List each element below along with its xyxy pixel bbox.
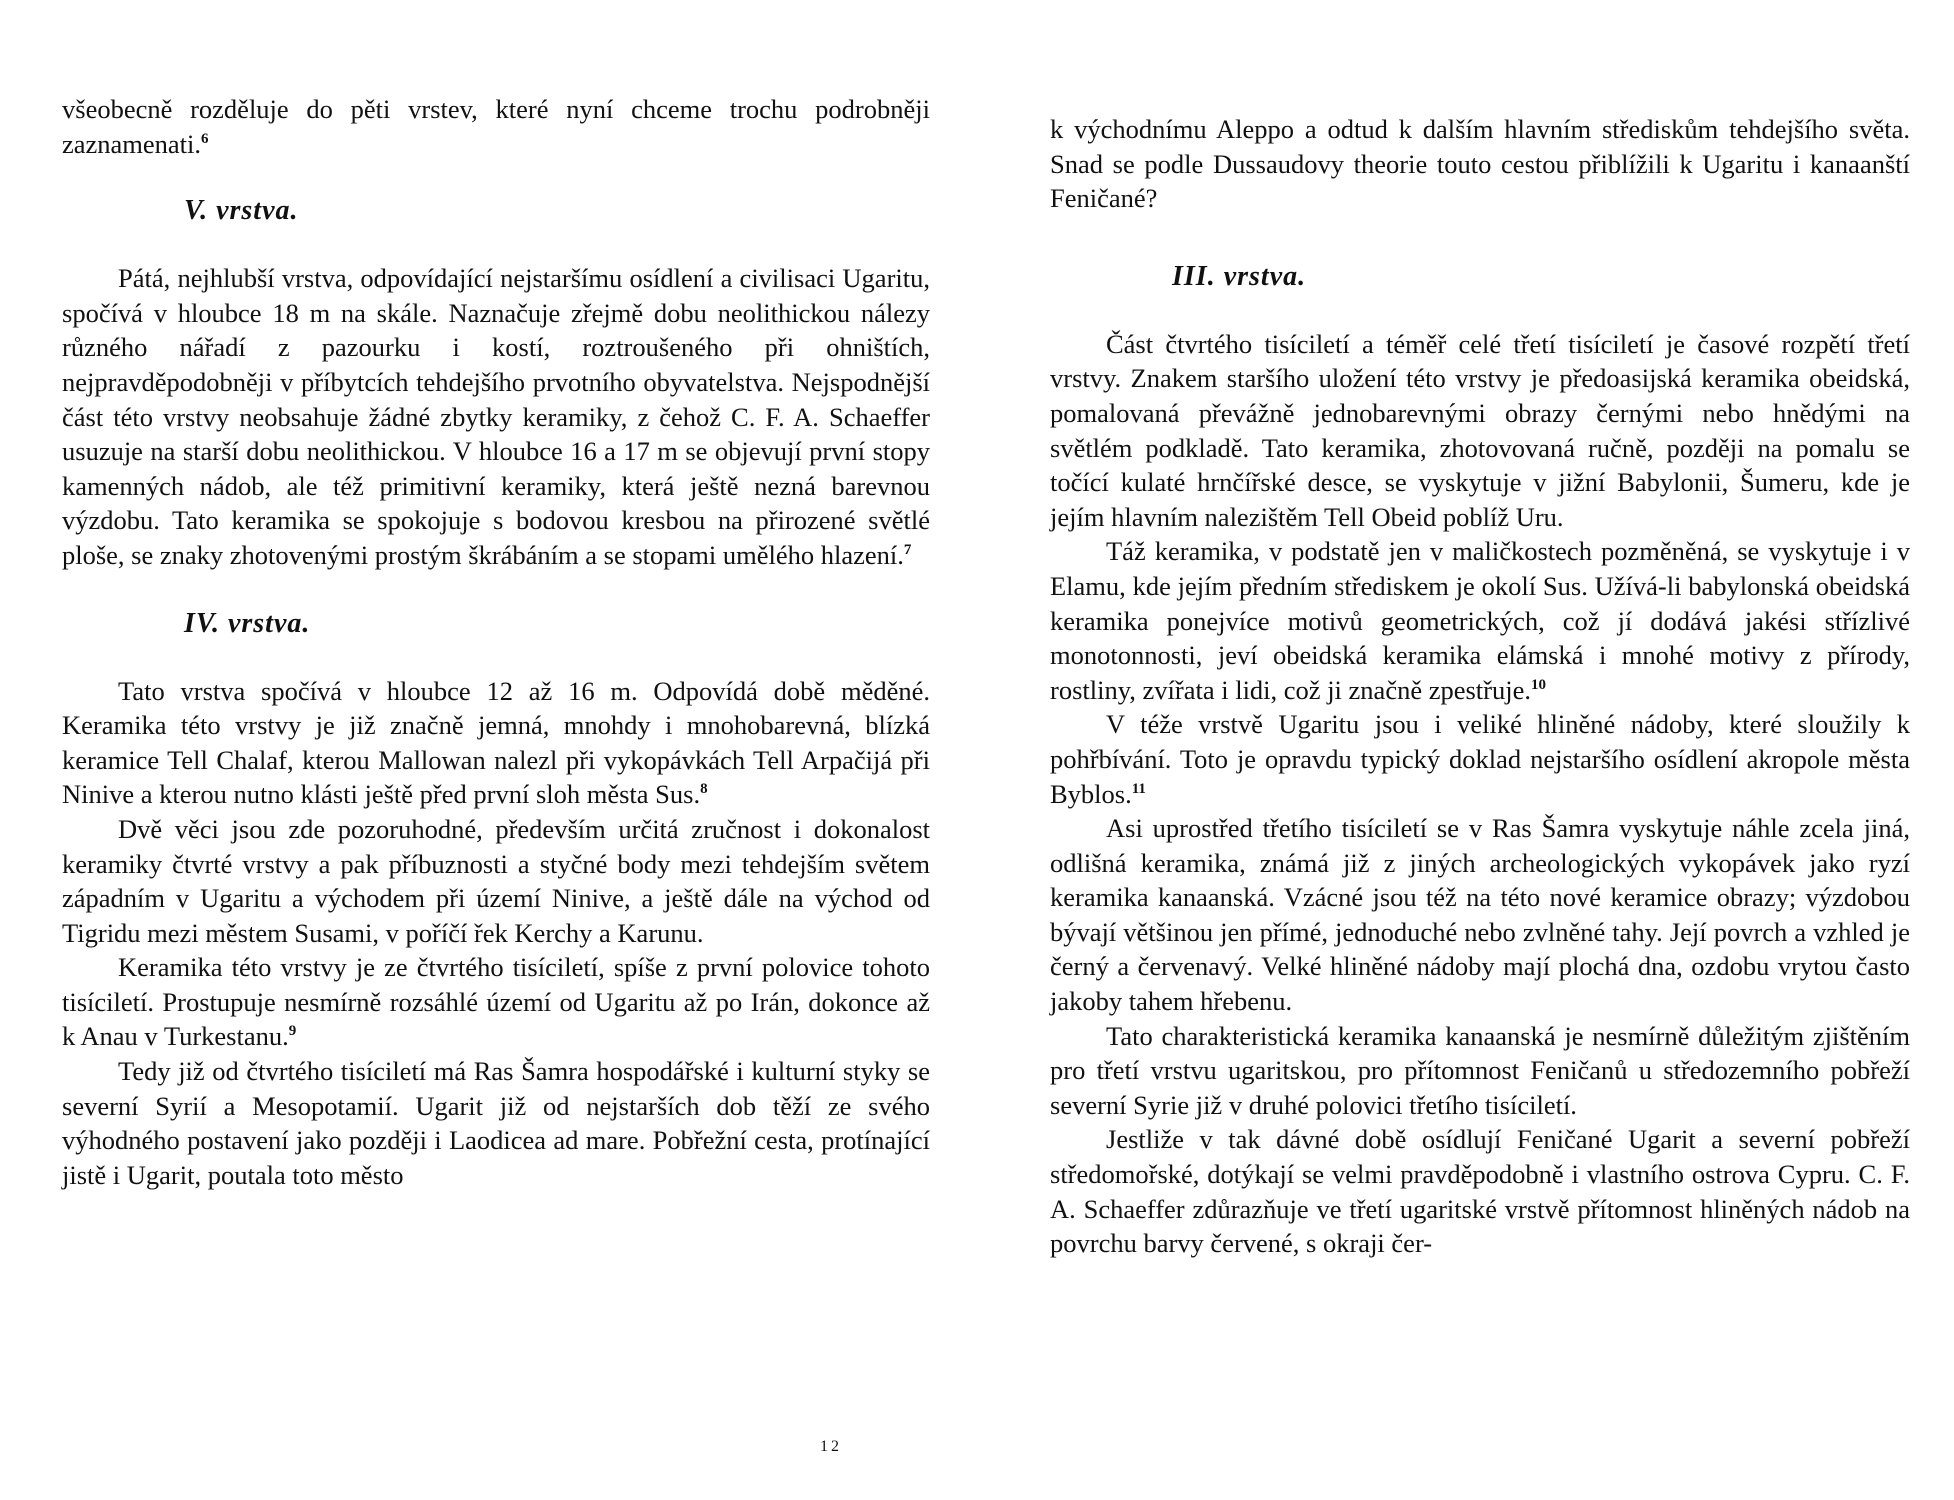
paragraph: Pátá, nejhlubší vrstva, odpovídající nejstaršímu osídlení a civilisaci Ugaritu, spočívá v hloubce 18 m na skále. Naznačuje zřejmě dobu neolithickou nálezy různého nářadí z pazourku i kostí, roztroušeného při ohništích, nejpravděpodobněji v příbytcích tehdejšího prvotního obyvatelstva. Nejspodnější část této vrstvy neobsahuje žádné zbytky keramiky, z čehož C. F. A. Schaeffer usuzuje na starší dobu neolithickou. V hloubce 16 a 17 m se objevují první stopy kamenných nádob, ale též primitivní keramiky, která ještě nezná barevnou výzdobu. Tato keramika se spokojuje s bodovou kresbou na přirozené světlé ploše, se znaky zhotovenými prostým škrábáním a se stopami umělého hlazení.$^7$ (62, 263, 930, 570)
paragraph: Tato vrstva spočívá v hloubce 12 až 16 m. Odpovídá době měděné. Keramika této vrstvy je již značně jemná, mnohdy i mnohobarevná, blízká keramice Tell Chalaf, kterou Mallowan nalezl při vykopávkách Tell Arpačijá při Ninive a kterou nutno klásti ještě před první sloh města Sus.$^8$ (62, 675, 930, 810)
footnote-ref: 8 (700, 781, 708, 798)
footnote-ref: 6 (201, 130, 209, 147)
paragraph: Tato charakteristická keramika kanaanská je nesmírně důležitým zjištěním pro třetí vrstvu ugaritskou, pro přítomnost Feničanů u středozemního pobřeží severní Syrie již v druhé polovici třetího tisíciletí. (1050, 1020, 1910, 1120)
paragraph: Jestliže v tak dávné době osídlují Feničané Ugarit a severní pobřeží středomořské, dotýkají se velmi pravděpodobně i vlastního ostrova Cypru. C. F. A. Schaeffer zdůrazňuje ve třetí ugaritské vrstvě přítomnost hliněných nádob na povrchu barvy červené, s okraji čer- (1050, 1124, 1910, 1259)
paragraph: Dvě věci jsou zde pozoruhodné, především určitá zručnost i dokonalost keramiky čtvrté vrstvy a pak příbuznosti a styčné body mezi tehdejším světem západním v Ugaritu a východem při území Ninive, a ještě dále na východ od Tigridu mezi městem Susami, v poříčí řek Kerchy a Karunu. (62, 813, 930, 948)
paragraph: Asi uprostřed třetího tisíciletí se v Ras Šamra vyskytuje náhle zcela jiná, odlišná keramika, známá již z jiných archeologických vykopávek jako ryzí keramika kanaanská. Vzácné jsou též na této nové keramice obrazy; výzdobou bývají většinou jen přímé, jednoduché nebo zvlněné tahy. Její povrch a vzhled je černý a červenavý. Velké hliněné nádoby mají plochá dna, ozdobu vrytou často jakoby tahem hřebenu. (1050, 813, 1910, 1017)
page-number: 12 (820, 1438, 842, 1455)
paragraph: Keramika této vrstvy je ze čtvrtého tisíciletí, spíše z první polovice tohoto tisíciletí. Prostupuje nesmírně rozsáhlé území od Ugaritu až po Irán, dokonce až k Anau v Turkestanu.$^9$ (62, 952, 930, 1052)
section-heading-iv: IV. vrstva. (184, 607, 311, 639)
paragraph: Táž keramika, v podstatě jen v maličkostech pozměněná, se vyskytuje i v Elamu, kde jejím předním střediskem je okolí Sus. Užívá-li babylonská obeidská keramika ponejvíce motivů geometrických, což jí dodává jakési střízlivé monotonnosti, jeví obeidská keramika elámská i mnohé motivy z přírody, rostliny, zvířata i lidi, což ji značně zpestřuje.$^{10}$ (1050, 536, 1910, 705)
left-page (62, 0, 930, 1500)
paragraph: všeobecně rozděluje do pěti vrstev, které nyní chceme trochu podrobněji zaznamenati.$^6$ (62, 94, 930, 159)
footnote-ref: 7 (903, 542, 912, 559)
paragraph: Část čtvrtého tisíciletí a téměř celé třetí tisíciletí je časové rozpětí třetí vrstvy. Znakem staršího uložení této vrstvy je předoasijská keramika obeidská, pomalovaná převážně jednobarevnými obrazy černými nebo hnědými na světlém podkladě. Tato keramika, zhotovovaná ručně, později na pomalu se točící kulaté hrnčířské desce, se vyskytuje v jižní Babylonii, Šumeru, kde je jejím hlavním nalezištěm Tell Obeid poblíž Uru. (1050, 328, 1910, 532)
footnote-ref: 9 (288, 1023, 297, 1040)
footnote-ref: 10 (1531, 676, 1546, 693)
paragraph: Tedy již od čtvrtého tisíciletí má Ras Šamra hospodářské i kulturní styky se severní Syrií a Mesopotamií. Ugarit již od nejstarších dob těží ze svého výhodného postavení jako později i Laodicea ad mare. Pobřežní cesta, protínající jistě i Ugarit, poutala toto město (62, 1056, 930, 1190)
section-heading-v: V. vrstva. (184, 195, 299, 227)
footnote-ref: 11 (1131, 780, 1146, 797)
paragraph: k východnímu Aleppo a odtud k dalším hlavním střediskům tehdejšího světa. Snad se podle Dussaudovy theorie touto cestou přiblížili k Ugaritu i kanaanští Feničané? (1050, 114, 1910, 214)
section-heading-iii: III. vrstva. (1172, 260, 1307, 292)
right-page (1050, 0, 1910, 1500)
paragraph: V téže vrstvě Ugaritu jsou i veliké hliněné nádoby, které sloužily k pohřbívání. Toto je opravdu typický doklad nejstaršího osídlení akropole města Byblos.$^{11}$ (1050, 709, 1910, 809)
